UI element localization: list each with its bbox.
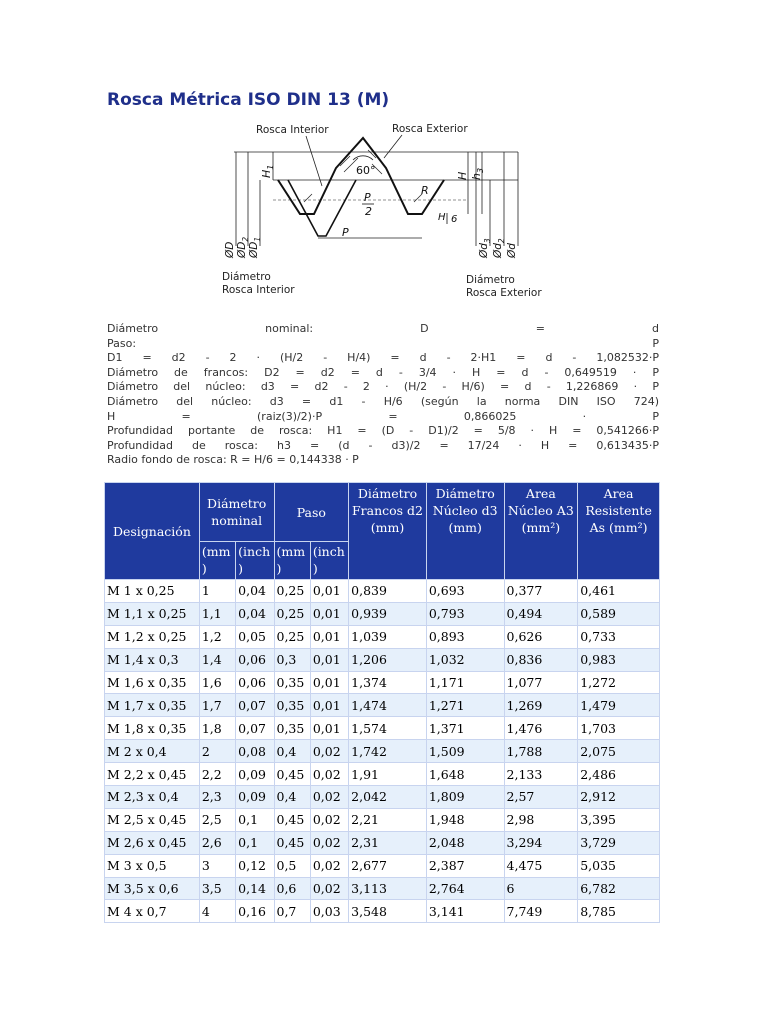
table-row [105, 694, 660, 717]
table-cell: 3,395 [578, 808, 660, 831]
table-cell: 0,626 [504, 625, 578, 648]
table-cell: 8,785 [578, 900, 660, 923]
table-cell: 3,5 [199, 877, 235, 900]
table-cell: 0,494 [504, 602, 578, 625]
table-cell: 0,04 [236, 580, 274, 603]
table-cell: 0,25 [274, 625, 310, 648]
label-diam-D2: ØD [236, 241, 248, 258]
table-cell: 0,35 [274, 671, 310, 694]
header-unit-mm: (mm ) [274, 542, 310, 580]
table-cell: 2,21 [349, 808, 427, 831]
label-diam-D: ØD [224, 241, 236, 258]
table-cell: 0,02 [310, 808, 348, 831]
table-cell: 2,677 [349, 854, 427, 877]
table-cell: 1,077 [504, 671, 578, 694]
table-cell: 5,035 [578, 854, 660, 877]
table-cell: 1,703 [578, 717, 660, 740]
header-diametro-nominal: Diámetro nominal [199, 483, 274, 542]
table-cell: 1,809 [426, 786, 504, 809]
formula-line: H = (raiz(3)/2)·P = 0,866025 · P [107, 409, 659, 423]
table-cell: 1,4 [199, 648, 235, 671]
table-cell: M 1 x 0,25 [105, 580, 200, 603]
table-cell: 3,294 [504, 831, 578, 854]
table-row [105, 763, 660, 786]
formula-line: Diámetro nominal: D = d [107, 322, 659, 335]
table-row [105, 831, 660, 854]
table-cell: 0,01 [310, 580, 348, 603]
table-cell: 0,589 [578, 602, 660, 625]
table-cell: 0,733 [578, 625, 660, 648]
table-cell: 1,039 [349, 625, 427, 648]
thread-profile-diagram [218, 118, 548, 300]
table-cell: 2,075 [578, 740, 660, 763]
table-cell: M 1,4 x 0,3 [105, 648, 200, 671]
table-cell: 1,479 [578, 694, 660, 717]
table-cell: 0,01 [310, 694, 348, 717]
table-cell: 0,461 [578, 580, 660, 603]
table-cell: 1,206 [349, 648, 427, 671]
table-cell: 0,16 [236, 900, 274, 923]
formula-line: Radio fondo de rosca: R = H/6 = 0,144338 · P [107, 453, 359, 467]
table-cell: 3,729 [578, 831, 660, 854]
table-row [105, 671, 660, 694]
table-row [105, 580, 660, 603]
table-cell: 1,1 [199, 602, 235, 625]
table-cell: 2,98 [504, 808, 578, 831]
table-cell: 2,3 [199, 786, 235, 809]
table-cell: 0,02 [310, 740, 348, 763]
table-cell: 0,793 [426, 602, 504, 625]
table-cell: 0,02 [310, 854, 348, 877]
table-cell: 1,788 [504, 740, 578, 763]
table-cell: 0,45 [274, 808, 310, 831]
header-diametro-francos: Diámetro Francos d2 (mm) [349, 483, 427, 580]
table-cell: 1,474 [349, 694, 427, 717]
label-diam-d3-sub: 3 [483, 238, 492, 244]
formula-line: D1 = d2 - 2 · (H/2 - H/4) = d - 2·H1 = d - 1,082532·P [107, 351, 659, 365]
label-h3-sub: 3 [476, 167, 485, 174]
table-row [105, 625, 660, 648]
table-cell: 2 [199, 740, 235, 763]
table-cell: 2,2 [199, 763, 235, 786]
formula-line: Diámetro de francos: D2 = d2 = d - 3/4 · H = d - 0,649519 · P [107, 365, 659, 379]
formula-list [107, 322, 659, 468]
svg-text:ØD1 [248, 237, 262, 259]
table-cell: M 2,2 x 0,45 [105, 763, 200, 786]
table-cell: 0,01 [310, 625, 348, 648]
label-diam-d2: Ød [492, 243, 504, 258]
table-cell: M 2,5 x 0,45 [105, 808, 200, 831]
label-p-half-num: P [364, 191, 371, 204]
table-row [105, 648, 660, 671]
table-cell: 0,05 [236, 625, 274, 648]
table-cell: 1,476 [504, 717, 578, 740]
table-cell: 1,371 [426, 717, 504, 740]
table-cell: M 2 x 0,4 [105, 740, 200, 763]
table-cell: 0,5 [274, 854, 310, 877]
table-cell: 6 [504, 877, 578, 900]
table-cell: 1,2 [199, 625, 235, 648]
table-cell: 0,01 [310, 648, 348, 671]
table-cell: 2,764 [426, 877, 504, 900]
table-cell: 0,02 [310, 786, 348, 809]
table-row [105, 877, 660, 900]
table-cell: 0,09 [236, 763, 274, 786]
table-cell: 0,01 [310, 602, 348, 625]
table-cell: M 4 x 0,7 [105, 900, 200, 923]
svg-text:Ød [506, 243, 518, 259]
table-cell: 0,07 [236, 694, 274, 717]
table-cell: 0,983 [578, 648, 660, 671]
caption-interior-1: Diámetro [222, 271, 271, 283]
table-cell: M 1,1 x 0,25 [105, 602, 200, 625]
table-cell: 1,6 [199, 671, 235, 694]
table-cell: 1,271 [426, 694, 504, 717]
table-cell: 0,25 [274, 580, 310, 603]
table-cell: M 1,7 x 0,35 [105, 694, 200, 717]
label-h: H [456, 171, 469, 180]
table-cell: 0,45 [274, 763, 310, 786]
header-diametro-nucleo: Diámetro Núcleo d3 (mm) [426, 483, 504, 580]
table-cell: 1,648 [426, 763, 504, 786]
page-title: Rosca Métrica ISO DIN 13 (M) [107, 90, 390, 110]
table-cell: 0,06 [236, 671, 274, 694]
thread-table [104, 482, 660, 923]
table-cell: 4,475 [504, 854, 578, 877]
table-cell: 2,486 [578, 763, 660, 786]
svg-text:h3 [470, 168, 485, 180]
header-unit-inch: (inch ) [310, 542, 348, 580]
table-cell: 0,02 [310, 877, 348, 900]
label-h6-den: 6 [451, 214, 458, 225]
table-row [105, 786, 660, 809]
formula-line: Diámetro del núcleo: d3 = d2 - 2 · (H/2 - H/6) = d - 1,226869 · P [107, 380, 659, 394]
label-h3: h [470, 173, 483, 180]
header-unit-inch: (inch ) [236, 542, 274, 580]
table-cell: 0,839 [349, 580, 427, 603]
table-cell: 1,032 [426, 648, 504, 671]
label-rosca-interior: Rosca Interior [256, 124, 329, 136]
table-cell: 0,25 [274, 602, 310, 625]
label-r: R [421, 184, 429, 197]
table-cell: 0,01 [310, 717, 348, 740]
table-cell: M 2,6 x 0,45 [105, 831, 200, 854]
svg-text:H1 [260, 165, 275, 178]
table-cell: M 3 x 0,5 [105, 854, 200, 877]
table-cell: 1,948 [426, 808, 504, 831]
table-cell: 2,133 [504, 763, 578, 786]
table-cell: 0,4 [274, 740, 310, 763]
table-cell: 1,91 [349, 763, 427, 786]
caption-interior-2: Rosca Interior [222, 284, 295, 296]
table-cell: 0,6 [274, 877, 310, 900]
table-cell: 1,7 [199, 694, 235, 717]
formula-line: Profundidad portante de rosca: H1 = (D - D1)/2 = 5/8 · H = 0,541266·P [107, 424, 659, 438]
svg-text:Ød2 [492, 238, 506, 259]
table-cell: 1,8 [199, 717, 235, 740]
table-cell: 1,374 [349, 671, 427, 694]
formula-line: Paso: P [107, 336, 659, 350]
table-cell: 0,836 [504, 648, 578, 671]
table-cell: 1,269 [504, 694, 578, 717]
table-cell: 0,08 [236, 740, 274, 763]
table-cell: 1 [199, 580, 235, 603]
table-cell: 0,06 [236, 648, 274, 671]
table-cell: 0,3 [274, 648, 310, 671]
label-diam-d2-sub: 2 [497, 238, 506, 244]
label-rosca-exterior: Rosca Exterior [392, 123, 468, 135]
label-h1: H [260, 169, 273, 178]
header-paso: Paso [274, 483, 349, 542]
table-row [105, 900, 660, 923]
table-cell: 2,387 [426, 854, 504, 877]
table-cell: 0,1 [236, 831, 274, 854]
table-cell: 2,912 [578, 786, 660, 809]
table-cell: 0,35 [274, 694, 310, 717]
table-cell: 0,01 [310, 671, 348, 694]
table-cell: 0,09 [236, 786, 274, 809]
label-angle: 60° [356, 164, 376, 177]
header-area-nucleo: Area Núcleo A3 (mm²) [504, 483, 578, 580]
table-cell: 0,07 [236, 717, 274, 740]
header-area-resistente: Area Resistente As (mm²) [578, 483, 660, 580]
header-designacion: Designación [105, 483, 200, 580]
caption-exterior-2: Rosca Exterior [466, 287, 542, 299]
svg-text:Ød3 [478, 238, 492, 259]
table-row [105, 740, 660, 763]
table-cell: 1,509 [426, 740, 504, 763]
table-cell: 0,03 [310, 900, 348, 923]
table-cell: 1,574 [349, 717, 427, 740]
header-unit-mm: (mm ) [199, 542, 235, 580]
table-cell: M 1,8 x 0,35 [105, 717, 200, 740]
table-cell: 0,893 [426, 625, 504, 648]
table-cell: 4 [199, 900, 235, 923]
table-cell: 0,693 [426, 580, 504, 603]
table-cell: 1,272 [578, 671, 660, 694]
table-cell: 0,377 [504, 580, 578, 603]
table-cell: 6,782 [578, 877, 660, 900]
table-cell: M 3,5 x 0,6 [105, 877, 200, 900]
table-cell: 0,14 [236, 877, 274, 900]
table-body [105, 580, 660, 923]
table-cell: 0,02 [310, 763, 348, 786]
table-cell: 0,02 [310, 831, 348, 854]
formula-line: Diámetro del núcleo: d3 = d1 - H/6 (según la norma DIN ISO 724) [107, 394, 659, 408]
caption-exterior-1: Diámetro [466, 274, 515, 286]
table-cell: 3,141 [426, 900, 504, 923]
table-cell: M 1,2 x 0,25 [105, 625, 200, 648]
table-cell: 2,042 [349, 786, 427, 809]
table-cell: 3,548 [349, 900, 427, 923]
table-cell: 0,35 [274, 717, 310, 740]
table-cell: M 2,3 x 0,4 [105, 786, 200, 809]
table-cell: 0,04 [236, 602, 274, 625]
label-diam-D1: ØD [248, 241, 260, 258]
table-cell: 3,113 [349, 877, 427, 900]
label-h1-sub: 1 [266, 164, 275, 170]
table-row [105, 854, 660, 877]
label-p: P [342, 226, 349, 239]
formula-line: Profundidad de rosca: h3 = (d - d3)/2 = 17/24 · H = 0,613435·P [107, 438, 659, 452]
table-cell: 0,4 [274, 786, 310, 809]
table-cell: 0,12 [236, 854, 274, 877]
label-diam-D1-sub: 1 [253, 236, 262, 242]
table-cell: M 1,6 x 0,35 [105, 671, 200, 694]
label-p-half-den: 2 [365, 205, 372, 218]
table-cell: 1,742 [349, 740, 427, 763]
table-row [105, 808, 660, 831]
table-cell: 0,7 [274, 900, 310, 923]
table-cell: 3 [199, 854, 235, 877]
table-cell: 0,45 [274, 831, 310, 854]
table-cell: 1,171 [426, 671, 504, 694]
table-cell: 2,048 [426, 831, 504, 854]
table-cell: 2,5 [199, 808, 235, 831]
label-h6-num: H [438, 212, 446, 223]
table-cell: 7,749 [504, 900, 578, 923]
label-diam-d3: Ød [478, 243, 490, 258]
table-row [105, 602, 660, 625]
table-cell: 2,57 [504, 786, 578, 809]
table-cell: 0,1 [236, 808, 274, 831]
table-cell: 2,6 [199, 831, 235, 854]
table-cell: 2,31 [349, 831, 427, 854]
label-diam-d: Ød [506, 243, 518, 258]
table-row [105, 717, 660, 740]
svg-text:ØD [224, 242, 236, 259]
label-diam-D2-sub: 2 [241, 236, 250, 242]
table-cell: 0,939 [349, 602, 427, 625]
